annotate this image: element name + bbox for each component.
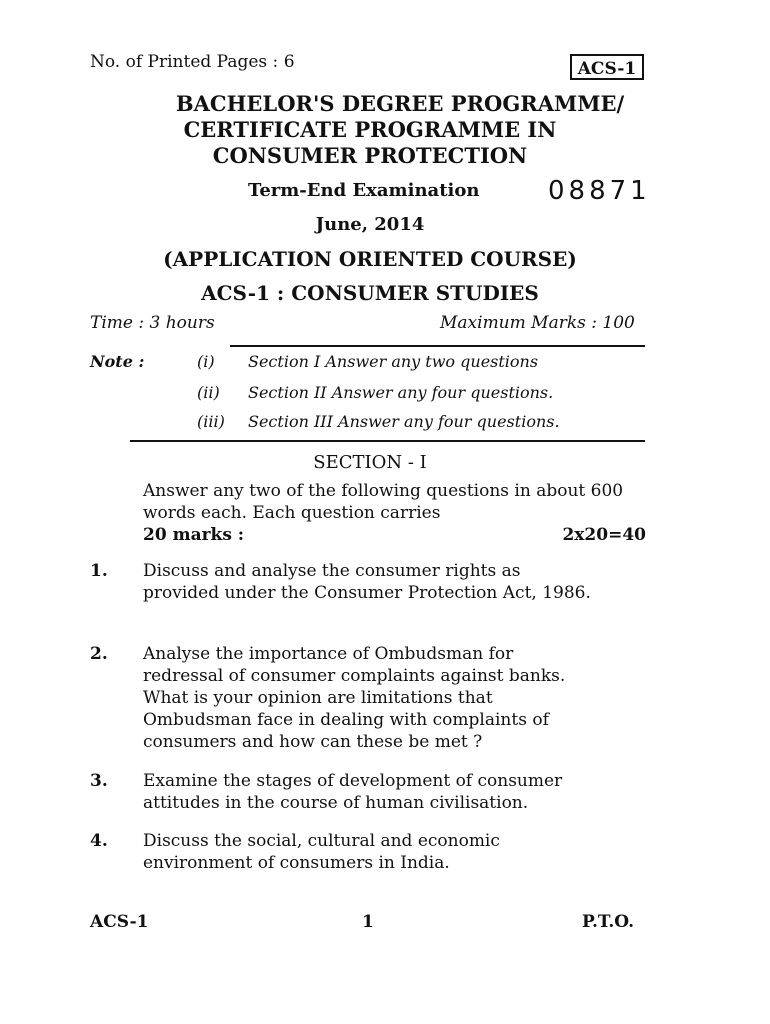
section-instructions [143, 480, 646, 546]
programme-title-line-1: BACHELOR'S DEGREE PROGRAMME/ [175, 91, 625, 116]
note-item-text: Section III Answer any four questions. [248, 412, 560, 431]
serial-number: 08871 [548, 176, 651, 206]
note-item-text: Section I Answer any two questions [248, 352, 539, 371]
time-allowed: Time : 3 hours [90, 313, 215, 333]
question-text: Examine the stages of development of consumer attitudes in the course of human civilisation. [143, 771, 563, 813]
subject-title: ACS-1 : CONSUMER STUDIES [201, 281, 539, 305]
page-number: 1 [362, 912, 374, 932]
marks-total: 2x20=40 [562, 525, 646, 545]
please-turn-over: P.T.O. [582, 912, 634, 932]
question-number: 2. [90, 644, 108, 664]
note-bottom-rule [130, 440, 645, 442]
marks-line [143, 524, 646, 546]
note-item-num: (iii) [197, 412, 225, 431]
note-item-num: (i) [197, 352, 215, 371]
marks-per-question: 20 marks : [143, 525, 245, 545]
paper-code-box: ACS-1 [570, 54, 644, 80]
question-text: Discuss and analyse the consumer rights as provided under the Consumer Protection Act, 1986. [143, 561, 591, 603]
note-label: Note : [90, 352, 145, 371]
note-item-text: Section II Answer any four questions. [248, 383, 554, 402]
programme-title-line-2: CERTIFICATE PROGRAMME IN [183, 117, 557, 142]
question-number: 1. [90, 561, 108, 581]
maximum-marks: Maximum Marks : 100 [440, 313, 635, 333]
exam-date: June, 2014 [315, 214, 425, 235]
question-text: Discuss the social, cultural and economic environment of consumers in India. [143, 831, 500, 873]
instruction-text: Answer any two of the following questions in about 600 words each. Each question carries [143, 481, 624, 523]
note-top-rule [230, 345, 645, 347]
note-item-num: (ii) [197, 383, 220, 402]
footer-code: ACS-1 [90, 912, 149, 932]
printed-pages: No. of Printed Pages : 6 [90, 52, 295, 72]
question-number: 3. [90, 771, 108, 791]
question-text: Analyse the importance of Ombudsman for redressal of consumer complaints against banks. What is your opinion are limitations that Ombudsman face in dealing with complaints of consumers and how can these be met ? [143, 644, 566, 752]
course-type: (APPLICATION ORIENTED COURSE) [163, 247, 577, 271]
section-heading: SECTION - I [313, 452, 427, 473]
exam-name: Term-End Examination [248, 180, 480, 201]
question-number: 4. [90, 831, 108, 851]
programme-title-line-3: CONSUMER PROTECTION [212, 143, 528, 168]
